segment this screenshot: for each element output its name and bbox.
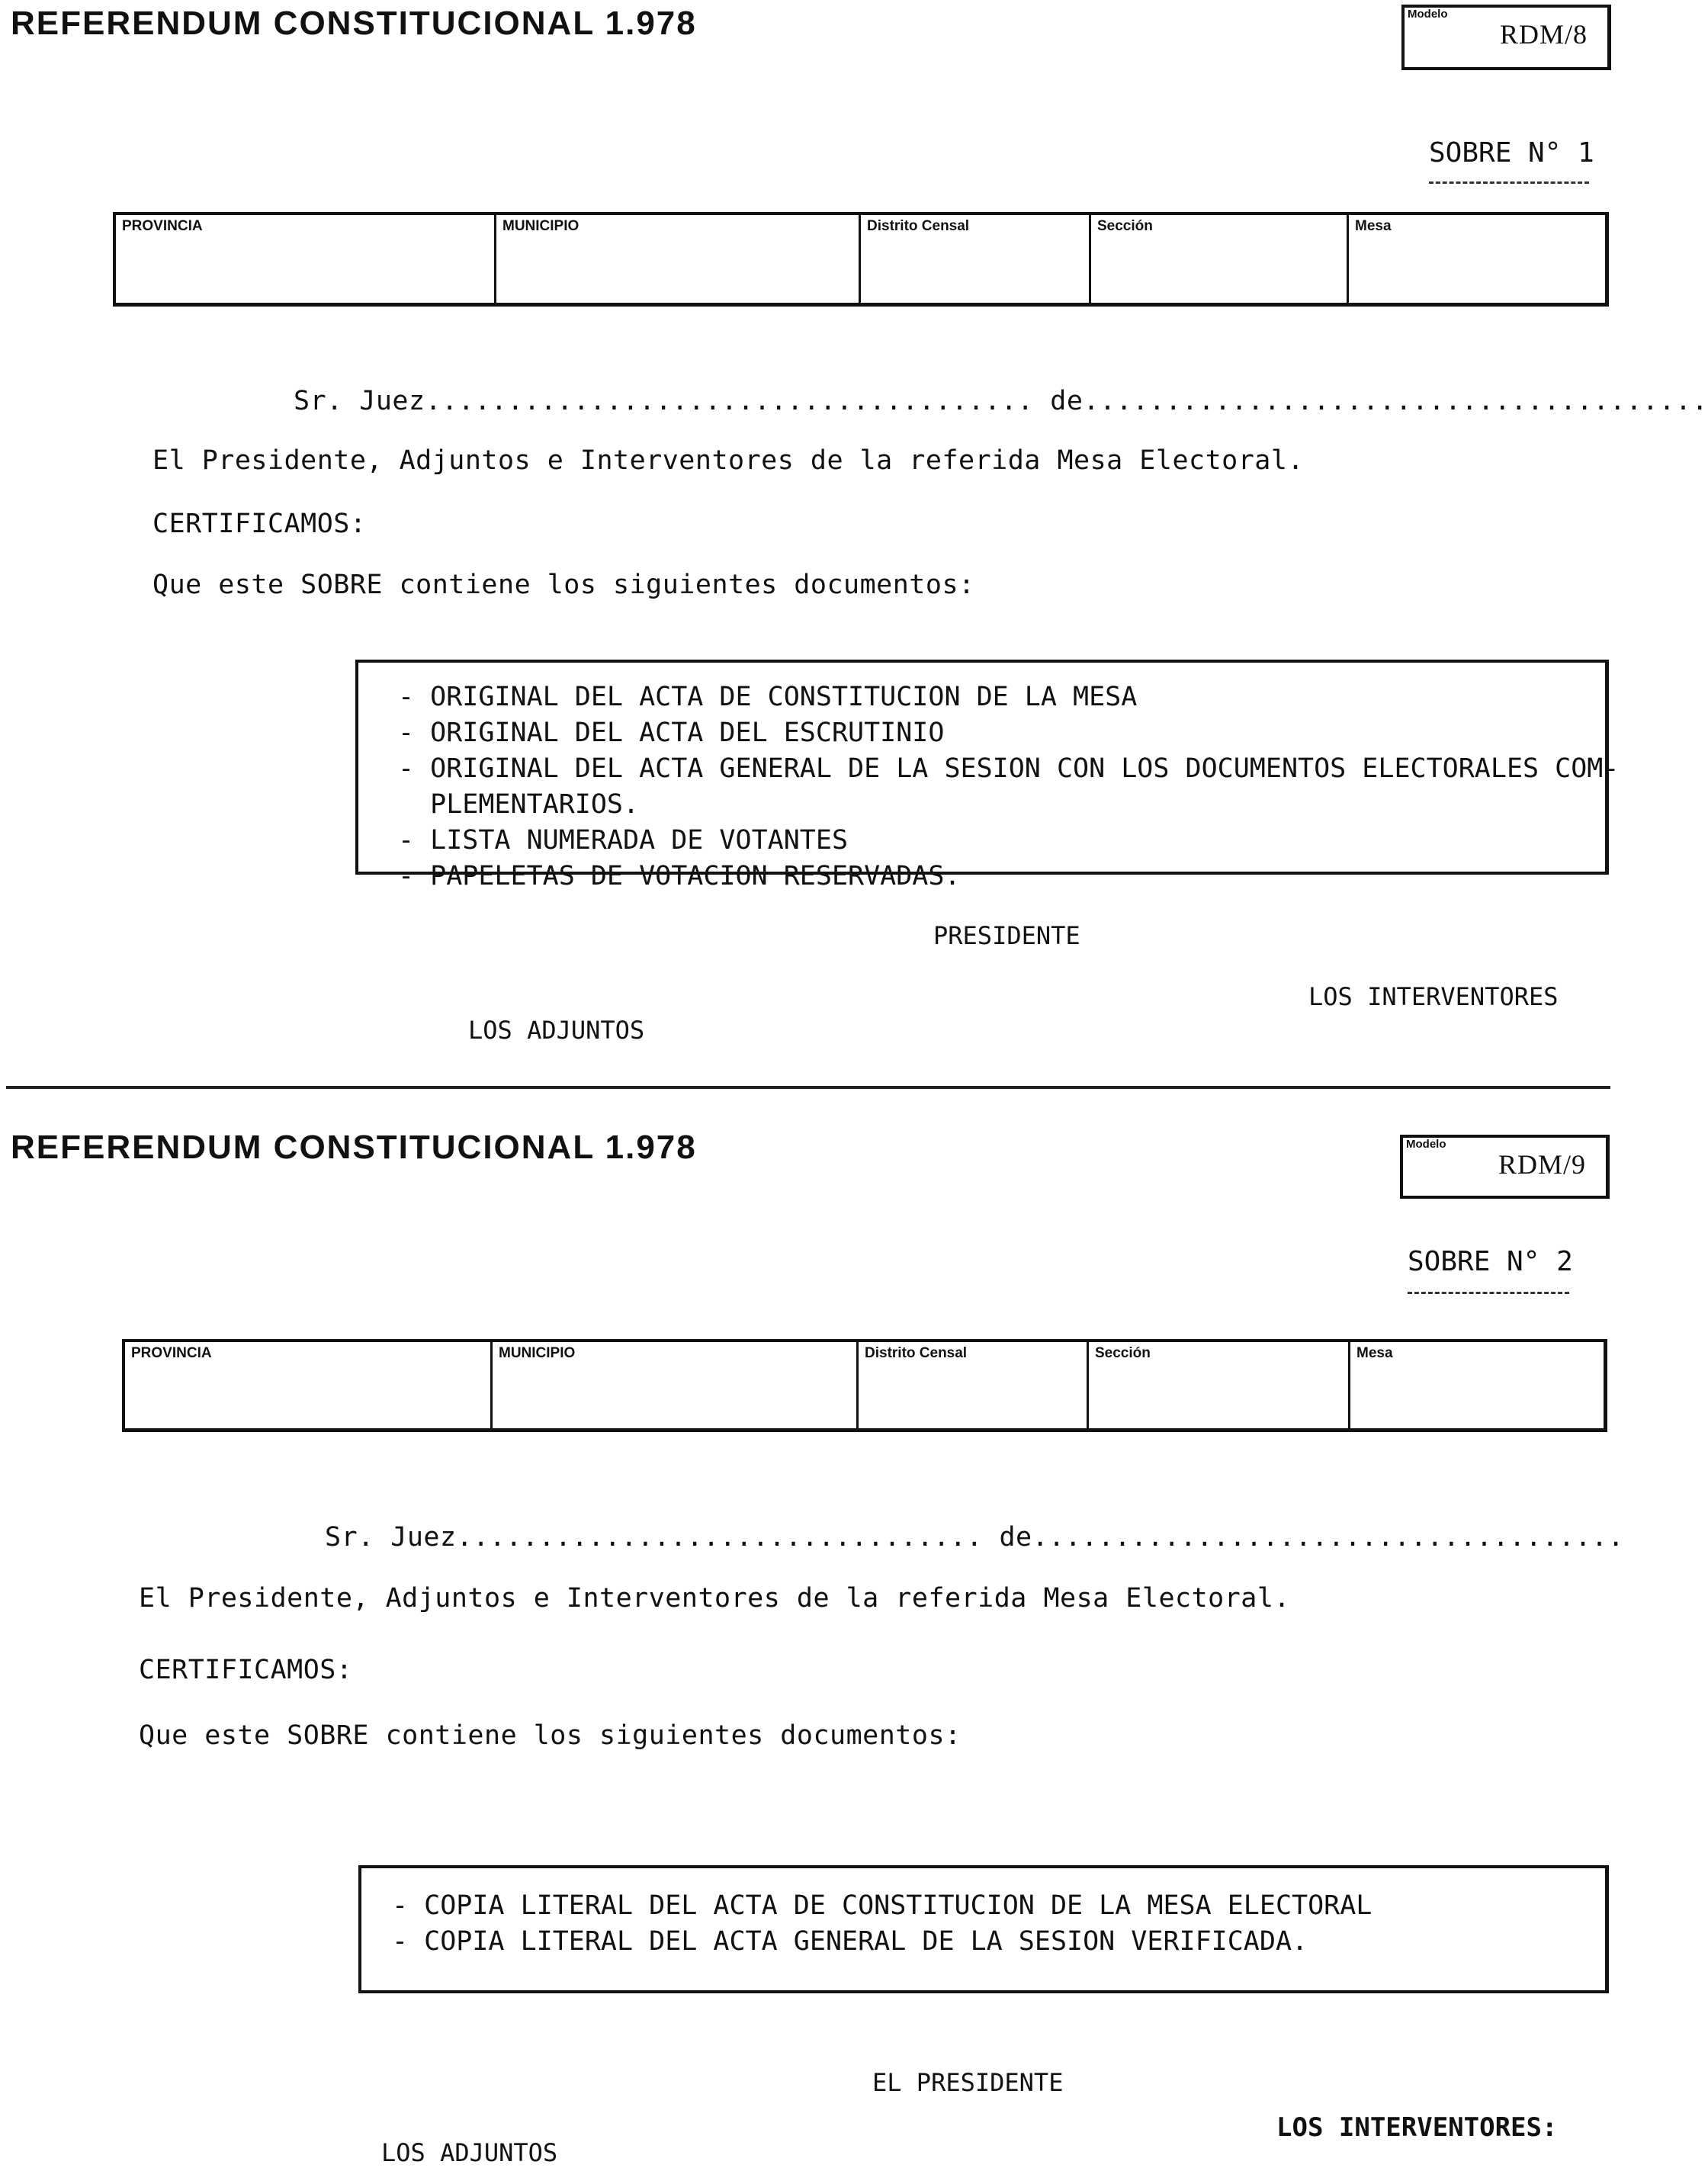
- cell-distrito-censal[interactable]: [861, 215, 1091, 303]
- presidente-signature: PRESIDENTE: [933, 921, 1080, 950]
- cell-distrito-censal[interactable]: [859, 1342, 1089, 1428]
- cell-seccion[interactable]: [1089, 1342, 1350, 1428]
- cell-municipio[interactable]: [493, 1342, 859, 1428]
- document-item: - COPIA LITERAL DEL ACTA DE CONSTITUCION DE LA MESA ELECTORAL: [392, 1890, 1372, 1921]
- presidente-adjuntos-line: El Presidente, Adjuntos e Interventores de la referida Mesa Electoral.: [139, 1583, 1291, 1614]
- adjuntos-signature: LOS ADJUNTOS: [381, 2138, 558, 2167]
- document-item: - LISTA NUMERADA DE VOTANTES: [398, 825, 849, 856]
- adjuntos-signature: LOS ADJUNTOS: [468, 1016, 645, 1045]
- section-divider: [6, 1086, 1610, 1089]
- sobre-number: SOBRE N° 2: [1408, 1246, 1573, 1277]
- certificamos-label: CERTIFICAMOS:: [152, 509, 367, 539]
- modelo-box: [1401, 5, 1611, 70]
- modelo-code: RDM/8: [1499, 19, 1588, 50]
- juez-line: Sr. Juez..................................... de......................................: [294, 386, 1708, 416]
- cell-mesa[interactable]: [1349, 215, 1605, 303]
- document-item: - PAPELETAS DE VOTACION RESERVADAS.: [398, 861, 961, 891]
- cell-municipio[interactable]: [496, 215, 861, 303]
- contents-intro: Que este SOBRE contiene los siguientes documentos:: [152, 570, 975, 600]
- certificamos-label: CERTIFICAMOS:: [139, 1655, 353, 1685]
- cell-provincia[interactable]: [125, 1342, 493, 1428]
- header-seccion: Sección: [1097, 218, 1153, 234]
- header-municipio: MUNICIPIO: [502, 218, 580, 234]
- document-item: - COPIA LITERAL DEL ACTA GENERAL DE LA SESION VERIFICADA.: [392, 1926, 1308, 1957]
- document-item: - ORIGINAL DEL ACTA DEL ESCRUTINIO: [398, 718, 945, 748]
- header-distrito-censal: Distrito Censal: [867, 218, 970, 234]
- presidente-adjuntos-line: El Presidente, Adjuntos e Interventores de la referida Mesa Electoral.: [152, 445, 1305, 476]
- juez-line: Sr. Juez................................ de....................................: [325, 1522, 1625, 1553]
- form-title: REFERENDUM CONSTITUCIONAL 1.978: [11, 5, 697, 42]
- form-title: REFERENDUM CONSTITUCIONAL 1.978: [11, 1129, 697, 1166]
- cell-provincia[interactable]: [116, 215, 496, 303]
- presidente-signature: EL PRESIDENTE: [872, 2068, 1064, 2097]
- modelo-box: [1400, 1135, 1610, 1199]
- sobre-number: SOBRE N° 1: [1429, 137, 1594, 169]
- documents-box: [355, 660, 1620, 891]
- modelo-code: RDM/9: [1498, 1149, 1586, 1180]
- documents-box: [358, 1865, 1609, 1993]
- modelo-label: Modelo: [1406, 1138, 1446, 1151]
- header-mesa: Mesa: [1356, 1345, 1393, 1361]
- contents-intro: Que este SOBRE contiene los siguientes documentos:: [139, 1720, 962, 1751]
- header-provincia: PROVINCIA: [131, 1345, 212, 1361]
- document-item: - ORIGINAL DEL ACTA DE CONSTITUCION DE LA MESA: [398, 682, 1138, 712]
- interventores-signature: LOS INTERVENTORES: [1308, 982, 1559, 1011]
- sobre-underline: [1429, 181, 1589, 184]
- header-provincia: PROVINCIA: [122, 218, 203, 234]
- header-seccion: Sección: [1095, 1345, 1151, 1361]
- document-item: - ORIGINAL DEL ACTA GENERAL DE LA SESION CON LOS DOCUMENTOS ELECTORALES COM- PLEMENTARIOS.: [398, 753, 1620, 820]
- sobre-underline: [1408, 1292, 1569, 1294]
- modelo-label: Modelo: [1408, 8, 1448, 21]
- cell-mesa[interactable]: [1350, 1342, 1604, 1428]
- header-mesa: Mesa: [1355, 218, 1392, 234]
- interventores-signature: LOS INTERVENTORES:: [1276, 2112, 1558, 2143]
- location-table: [113, 212, 1609, 307]
- header-municipio: MUNICIPIO: [499, 1345, 576, 1361]
- cell-seccion[interactable]: [1091, 215, 1349, 303]
- header-distrito-censal: Distrito Censal: [865, 1345, 968, 1361]
- location-table: [122, 1339, 1607, 1432]
